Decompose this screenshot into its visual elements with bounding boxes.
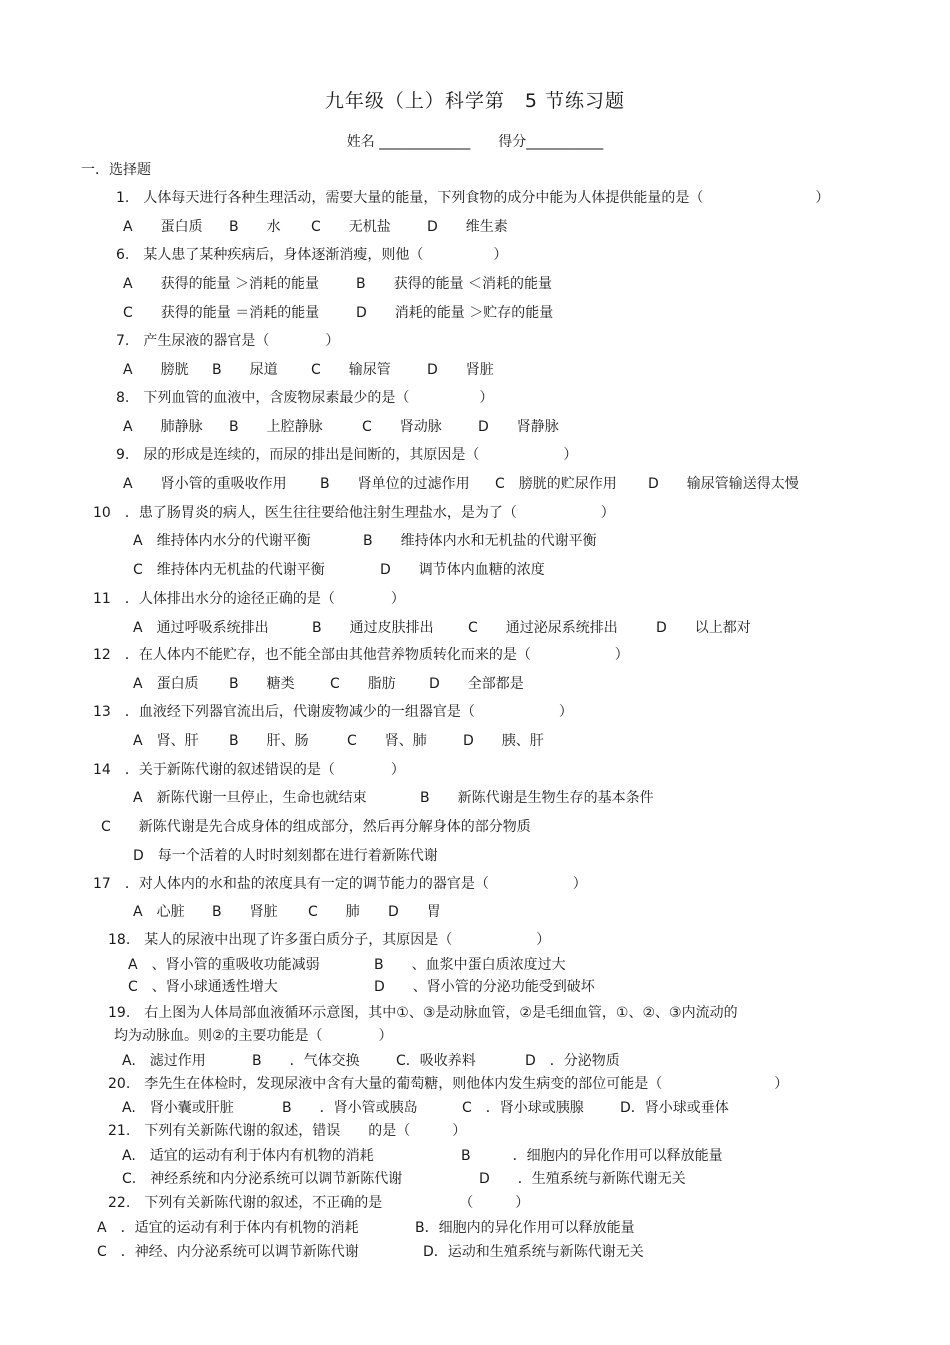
answer-option: D ．分泌物质 (525, 1053, 620, 1069)
answer-option: C 脂肪 (330, 676, 396, 692)
section-heading: 一．选择题 (81, 162, 151, 178)
answer-option: A 心脏 (133, 904, 185, 920)
answer-option: D 调节体内血糖的浓度 (380, 562, 545, 578)
answer-option: A ．适宜的运动有利于体内有机物的消耗 (97, 1220, 359, 1236)
answer-option: B 获得的能量 ＜消耗的能量 (356, 276, 553, 292)
page-title: 九年级（上）科学第 5 节练习题 (324, 90, 626, 112)
answer-option: C 、肾小球通透性增大 (128, 979, 278, 995)
question-text: 8. 下列血管的血液中，含废物尿素最少的是（ ） (116, 390, 494, 406)
answer-option: B 维持体内水和无机盐的代谢平衡 (363, 533, 597, 549)
question-text: 9. 尿的形成是连续的，而尿的排出是间断的，其原因是（ ） (116, 447, 578, 463)
answer-option: D．肾小球或垂体 (620, 1100, 729, 1116)
answer-option: B 尿道 (212, 362, 278, 378)
answer-option: D 、肾小管的分泌功能受到破坏 (374, 979, 595, 995)
answer-option: C 新陈代谢是先合成身体的组成部分，然后再分解身体的部分物质 (101, 819, 531, 835)
answer-option: A 获得的能量 ＞消耗的能量 (123, 276, 320, 292)
answer-option: B 通过皮肤排出 (312, 620, 434, 636)
answer-option: B 上腔静脉 (229, 419, 323, 435)
answer-option: C. 神经系统和内分泌系统可以调节新陈代谢 (122, 1171, 403, 1187)
answer-option: D 输尿管输送得太慢 (648, 476, 799, 492)
answer-option: C 肾、肺 (347, 733, 427, 749)
answer-option: A 肺静脉 (123, 419, 203, 435)
answer-option: A. 适宜的运动有利于体内有机物的消耗 (122, 1148, 374, 1164)
answer-option: C 维持体内无机盐的代谢平衡 (133, 562, 325, 578)
answer-option: D 以上都对 (656, 620, 751, 636)
answer-option: B 糖类 (229, 676, 295, 692)
question-text: 18. 某人的尿液中出现了许多蛋白质分子，其原因是（ ） (108, 932, 551, 948)
answer-option: D 每一个活着的人时时刻刻都在进行着新陈代谢 (133, 848, 438, 864)
answer-option: D 维生素 (427, 219, 508, 235)
answer-option: D 胃 (388, 904, 441, 920)
answer-option: B 肝、肠 (229, 733, 309, 749)
answer-option: B 新陈代谢是生物生存的基本条件 (420, 790, 654, 806)
question-text: 6. 某人患了某种疾病后，身体逐渐消瘦，则他（ ） (116, 247, 508, 263)
question-text: 21. 下列有关新陈代谢的叙述，错误 的是（ ） (108, 1123, 467, 1139)
question-text: 均为动脉血。则②的主要功能是（ ） (114, 1028, 393, 1044)
name-score-line: 姓名 _____________ 得分___________ (346, 134, 604, 150)
answer-option: A 维持体内水分的代谢平衡 (133, 533, 311, 549)
answer-option: B 肾单位的过滤作用 (320, 476, 470, 492)
answer-option: B ．细胞内的异化作用可以释放能量 (461, 1148, 723, 1164)
answer-option: D 胰、肝 (463, 733, 544, 749)
answer-option: C 无机盐 (311, 219, 391, 235)
answer-option: D 全部都是 (429, 676, 524, 692)
answer-option: C 膀胱的贮尿作用 (495, 476, 617, 492)
question-text: 7. 产生尿液的器官是（ ） (116, 333, 340, 349)
answer-option: A. 滤过作用 (122, 1053, 206, 1069)
answer-option: D 消耗的能量 ＞贮存的能量 (356, 305, 554, 321)
answer-option: A 通过呼吸系统排出 (133, 620, 269, 636)
question-text: 10 ．患了肠胃炎的病人，医生往往要给他注射生理盐水，是为了（ ） (93, 505, 615, 521)
answer-option: A 肾、肝 (133, 733, 199, 749)
question-text: 20. 李先生在体检时，发现尿液中含有大量的葡萄糖，则他体内发生病变的部位可能是（ ） (108, 1076, 789, 1092)
answer-option: A 蛋白质 (123, 219, 203, 235)
answer-option: D ．生殖系统与新陈代谢无关 (479, 1171, 686, 1187)
answer-option: C 获得的能量 ＝消耗的能量 (123, 305, 320, 321)
answer-option: C．吸收养料 (396, 1053, 476, 1069)
answer-option: A 肾小管的重吸收作用 (123, 476, 287, 492)
answer-option: C ．神经、内分泌系统可以调节新陈代谢 (97, 1244, 359, 1260)
question-text: 12 ．在人体内不能贮存，也不能全部由其他营养物质转化而来的是（ ） (93, 647, 629, 663)
question-text: 1. 人体每天进行各种生理活动，需要大量的能量，下列食物的成分中能为人体提供能量的是（ ） (116, 190, 830, 206)
answer-option: A 新陈代谢一旦停止，生命也就结束 (133, 790, 367, 806)
question-text: 13 ．血液经下列器官流出后，代谢废物减少的一组器官是（ ） (93, 704, 573, 720)
question-text: 14 ．关于新陈代谢的叙述错误的是（ ） (93, 762, 405, 778)
answer-option: C 通过泌尿系统排出 (468, 620, 618, 636)
answer-option: A 、肾小管的重吸收功能减弱 (128, 957, 320, 973)
question-text: 17 ．对人体内的水和盐的浓度具有一定的调节能力的器官是（ ） (93, 876, 587, 892)
answer-option: D 肾脏 (427, 362, 494, 378)
answer-option: C ．肾小球或胰腺 (462, 1100, 584, 1116)
answer-option: B 、血浆中蛋白质浓度过大 (374, 957, 566, 973)
answer-option: B 肾脏 (212, 904, 278, 920)
answer-option: A 蛋白质 (133, 676, 199, 692)
question-text: 11 ．人体排出水分的途径正确的是（ ） (93, 591, 405, 607)
answer-option: C 肺 (308, 904, 360, 920)
answer-option: D．运动和生殖系统与新陈代谢无关 (423, 1244, 644, 1260)
answer-option: B．细胞内的异化作用可以释放能量 (415, 1220, 635, 1236)
answer-option: C 肾动脉 (362, 419, 442, 435)
answer-option: B 水 (229, 219, 281, 235)
question-text: 19. 右上图为人体局部血液循环示意图，其中①、③是动脉血管，②是毛细血管，①、②、③内流动的 (108, 1005, 738, 1021)
answer-option: A 膀胱 (123, 362, 189, 378)
answer-option: D 肾静脉 (478, 419, 559, 435)
answer-option: B ．气体交换 (252, 1053, 360, 1069)
answer-option: A. 肾小囊或肝脏 (122, 1100, 234, 1116)
answer-option: C 输尿管 (311, 362, 391, 378)
question-text: 22. 下列有关新陈代谢的叙述，不正确的是 （ ） (108, 1195, 530, 1211)
answer-option: B ．肾小管或胰岛 (282, 1100, 418, 1116)
